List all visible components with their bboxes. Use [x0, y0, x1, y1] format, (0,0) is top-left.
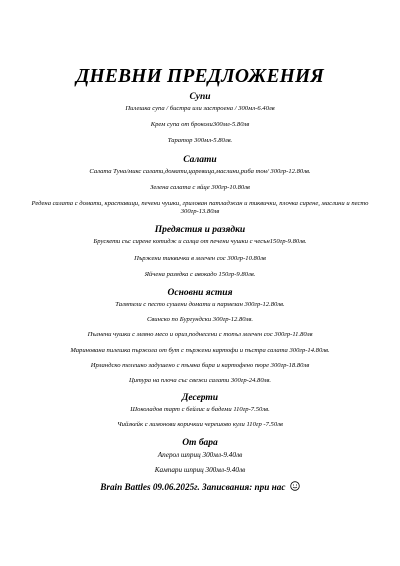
- menu-item: Свинско по Бургундски 300гр-12.80лв.: [147, 316, 253, 324]
- menu-item: Кампари шприц 300мл-9.40лв: [154, 465, 246, 474]
- section-starters: [0, 224, 400, 279]
- menu-item: Пилешка супа / бистра или застроена / 300мл-6.40лв: [125, 105, 275, 112]
- page-title: ДНЕВНИ ПРЕДЛОЖЕНИЯ: [75, 66, 325, 87]
- menu-item: Аперол шприц 300мл-9.40лв: [157, 450, 243, 459]
- section-heading: Салати: [183, 154, 217, 165]
- menu-item: Зелена салата с яйце 300гр-10.80лв: [150, 183, 250, 191]
- menu-item: Ирландско телешко задушено с тъмна бира и картофено пюре 300гр-18.80лв: [90, 361, 310, 369]
- section-salads: [0, 154, 400, 217]
- section-heading: От бара: [182, 437, 218, 448]
- menu-item: Талятели с песто сушени домати и пармезан 300гр-12.80лв.: [115, 301, 285, 309]
- section-heading: Предястия и разядки: [154, 225, 246, 236]
- menu-item: Брускети със сирене котидж и салца от печени чушки с чесън150гр-9.80лв.: [93, 238, 307, 246]
- menu-item: Яйчена разядка с авокадо 150гр-9.80лв.: [144, 270, 256, 278]
- menu-item: Чийзкейк с лимонови коричкии черешово кули 110гр -7.50лв: [117, 421, 283, 429]
- menu-item: Шоколадов тарт с бейлис и бадеми 110гр-7.50лв.: [130, 406, 270, 414]
- footer-note: [0, 481, 400, 494]
- smiley-icon: [290, 481, 300, 494]
- menu-item: Таратор 300мл-5.80лв.: [167, 137, 233, 145]
- section-soups: [0, 91, 400, 146]
- menu-item: Салата Туна/микс салати,домати,царевица,маслини,риба тон/ 300гр-12.80лв.: [89, 167, 311, 175]
- menu-item: Пълнени чушки с мляно месо и ориз,поднесени с топъл млечен сос 300гр-11.80лв: [87, 331, 313, 339]
- menu-item: Редена салата с домати, краставици, печени чушки, грилован патладжан и тиквички, плочка сирене, маслини и песто 300гр-13.80лв: [31, 200, 369, 216]
- menu-item: Крем супа от броколи300мл-5.80лв: [150, 121, 250, 129]
- menu-item: Пържени тиквички в млечен сос 300гр-10.80лв: [134, 254, 266, 262]
- menu-item: Цитура на плоча със свежи салати 300гр-24.80лв.: [128, 377, 272, 385]
- footer-text: Brain Battles 09.06.2025г. Записвания: при нас: [100, 482, 286, 493]
- section-mains: [0, 287, 400, 385]
- section-heading: Супи: [189, 92, 211, 102]
- menu-item: Маринована пилешка пържола от бут с пържени картофи и пъстра салата 300гр-14.80лв.: [70, 346, 330, 354]
- section-bar: [0, 437, 400, 474]
- section-desserts: [0, 392, 400, 429]
- section-heading: Основни ястия: [167, 288, 233, 299]
- section-heading: Десерти: [181, 393, 219, 404]
